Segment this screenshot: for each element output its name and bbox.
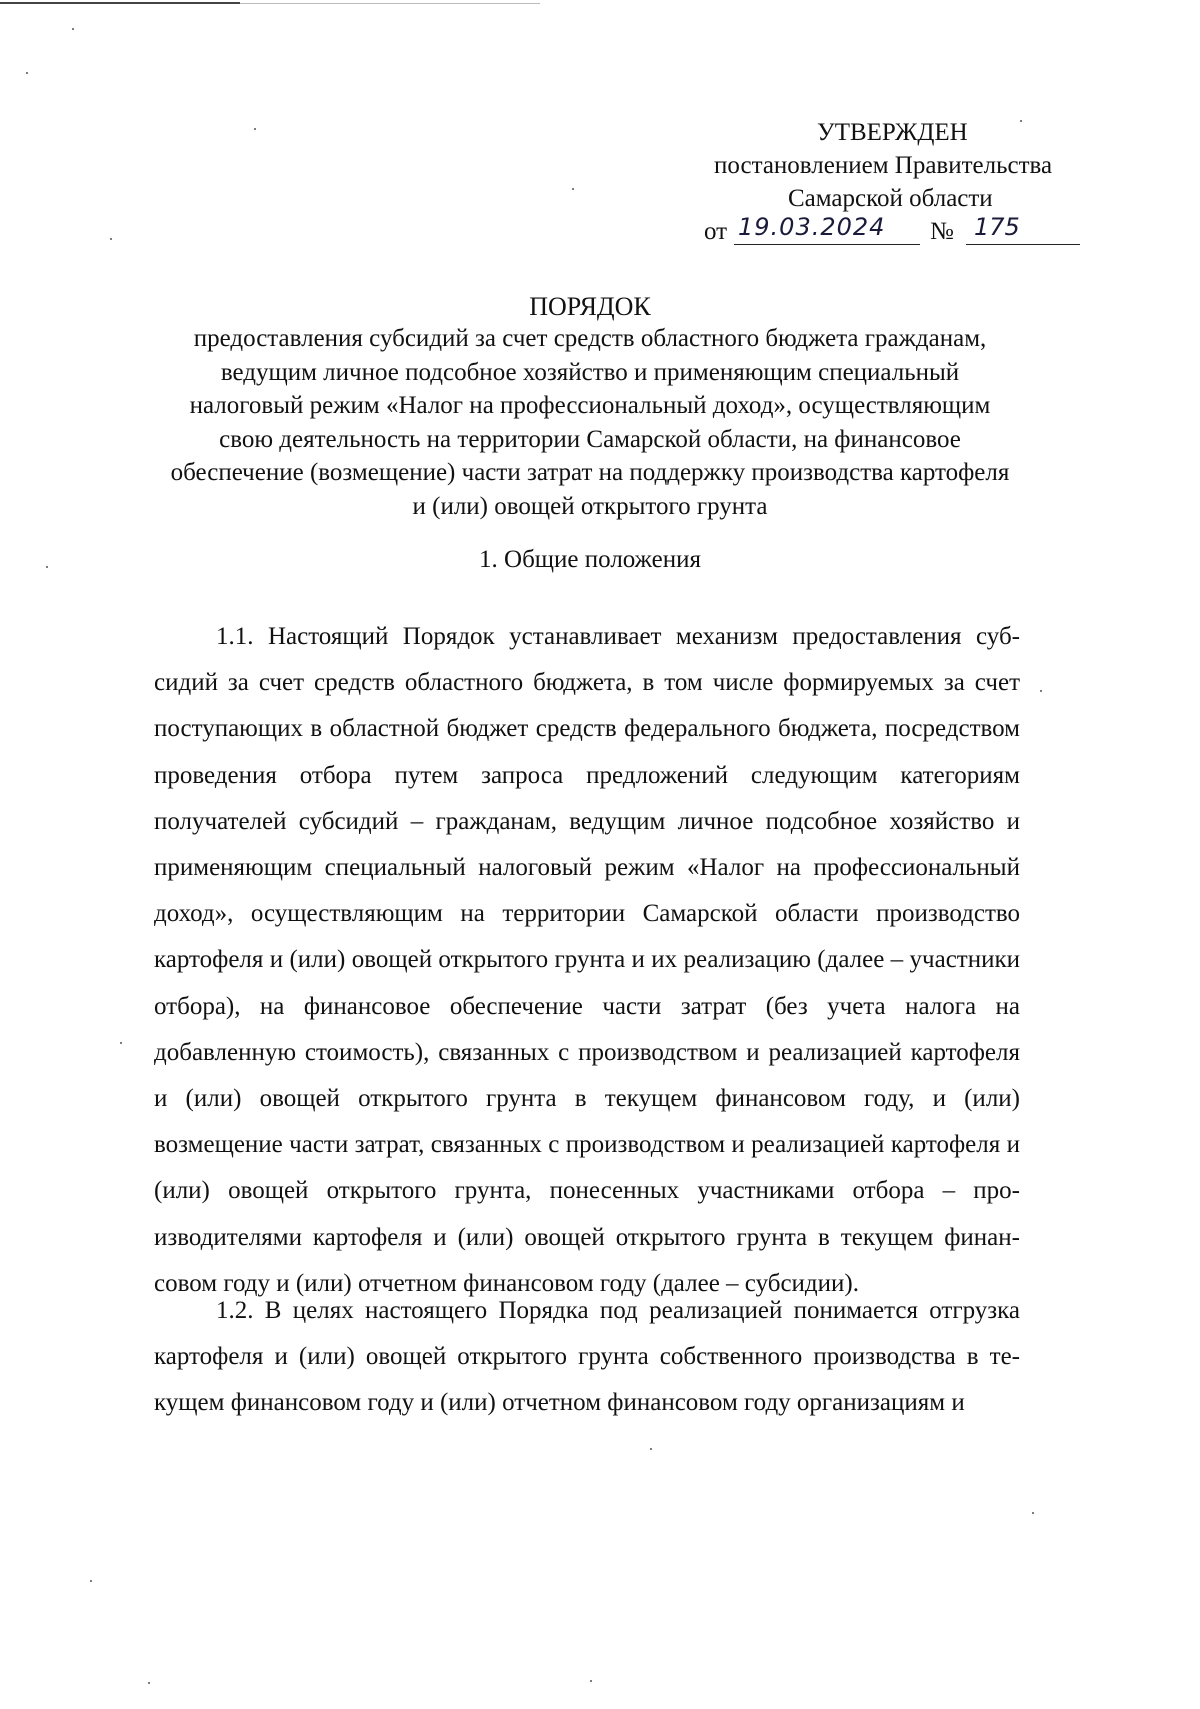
document-title: ПОРЯДОК [529, 292, 651, 321]
scan-speck [110, 238, 112, 240]
scan-speck [572, 188, 574, 190]
scan-speck [72, 28, 74, 30]
scan-edge-mark [0, 2, 240, 4]
scan-speck [148, 1682, 150, 1684]
date-prefix: от [704, 218, 728, 245]
scan-speck [120, 1042, 122, 1044]
scan-speck [26, 72, 28, 74]
section-heading: 1. Общие положения [479, 546, 701, 573]
approval-title: УТВЕРЖДЕН [817, 119, 968, 146]
scan-edge-mark [240, 3, 540, 4]
approval-date-number-line [704, 215, 1094, 249]
document-subtitle: предоставления субсидий за счет средств областного бюджета гражданам, ведущим личное подсобное хозяйство и применяющим специальный налоговый режим «Налог на профессиональный доход», осуществляющим свою деятельность на территории Самарской области, на финансовое обеспечение (возмещение) части затрат на поддержку производства картофеля и (или) овощей открытого грунта [170, 325, 1010, 520]
scan-speck [254, 128, 256, 130]
handwritten-number: 175 [966, 211, 1080, 245]
approval-authority: постановлением Правительства [714, 152, 1053, 179]
approval-region: Самарской области [788, 185, 993, 212]
paragraph-1-1: 1.1. Настоящий Порядок устанавливает механизм предоставления субсидий за счет средств областного бюджета, в том числе формируемых за счет поступающих в областной бюджет средств федерального бюджета, посредством проведения отбора путем запроса предложений следующим категориям получателей субсидий – гражданам, ведущим личное подсобное хозяйство и применяющим специальный налоговый режим «Налог на профессиональный доход», осуществляющим на территории Самарской области производство картофеля и (или) овощей открытого грунта и их реализацию (далее – участники отбора), на финансовое обеспечение части затрат (без учета налога на добавленную стоимость), связанных с производством и реализацией картофеля и (или) овощей открытого грунта в текущем финансовом году, и (или) возмещение части затрат, связанных с производством и реализацией картофеля и (или) овощей открытого грунта, понесенных участниками отбора – производителями картофеля и (или) овощей открытого грунта в текущем финансовом году и (или) отчетном финансовом году (далее – субсидии). [154, 623, 1020, 1297]
scan-speck [1020, 120, 1022, 122]
scan-speck [1032, 1512, 1034, 1514]
scan-speck [90, 1580, 92, 1582]
paragraph-1-2: 1.2. В целях настоящего Порядка под реализацией понимается отгрузка картофеля и (или) овощей открытого грунта собственного производства в текущем финансовом году и (или) отчетном финансовом году организациям и [154, 1297, 1020, 1417]
number-prefix: № [930, 218, 954, 245]
handwritten-date: 19.03.2024 [734, 211, 920, 245]
scan-speck [1040, 690, 1042, 692]
scan-speck [650, 1448, 652, 1450]
scan-speck [590, 1680, 592, 1682]
